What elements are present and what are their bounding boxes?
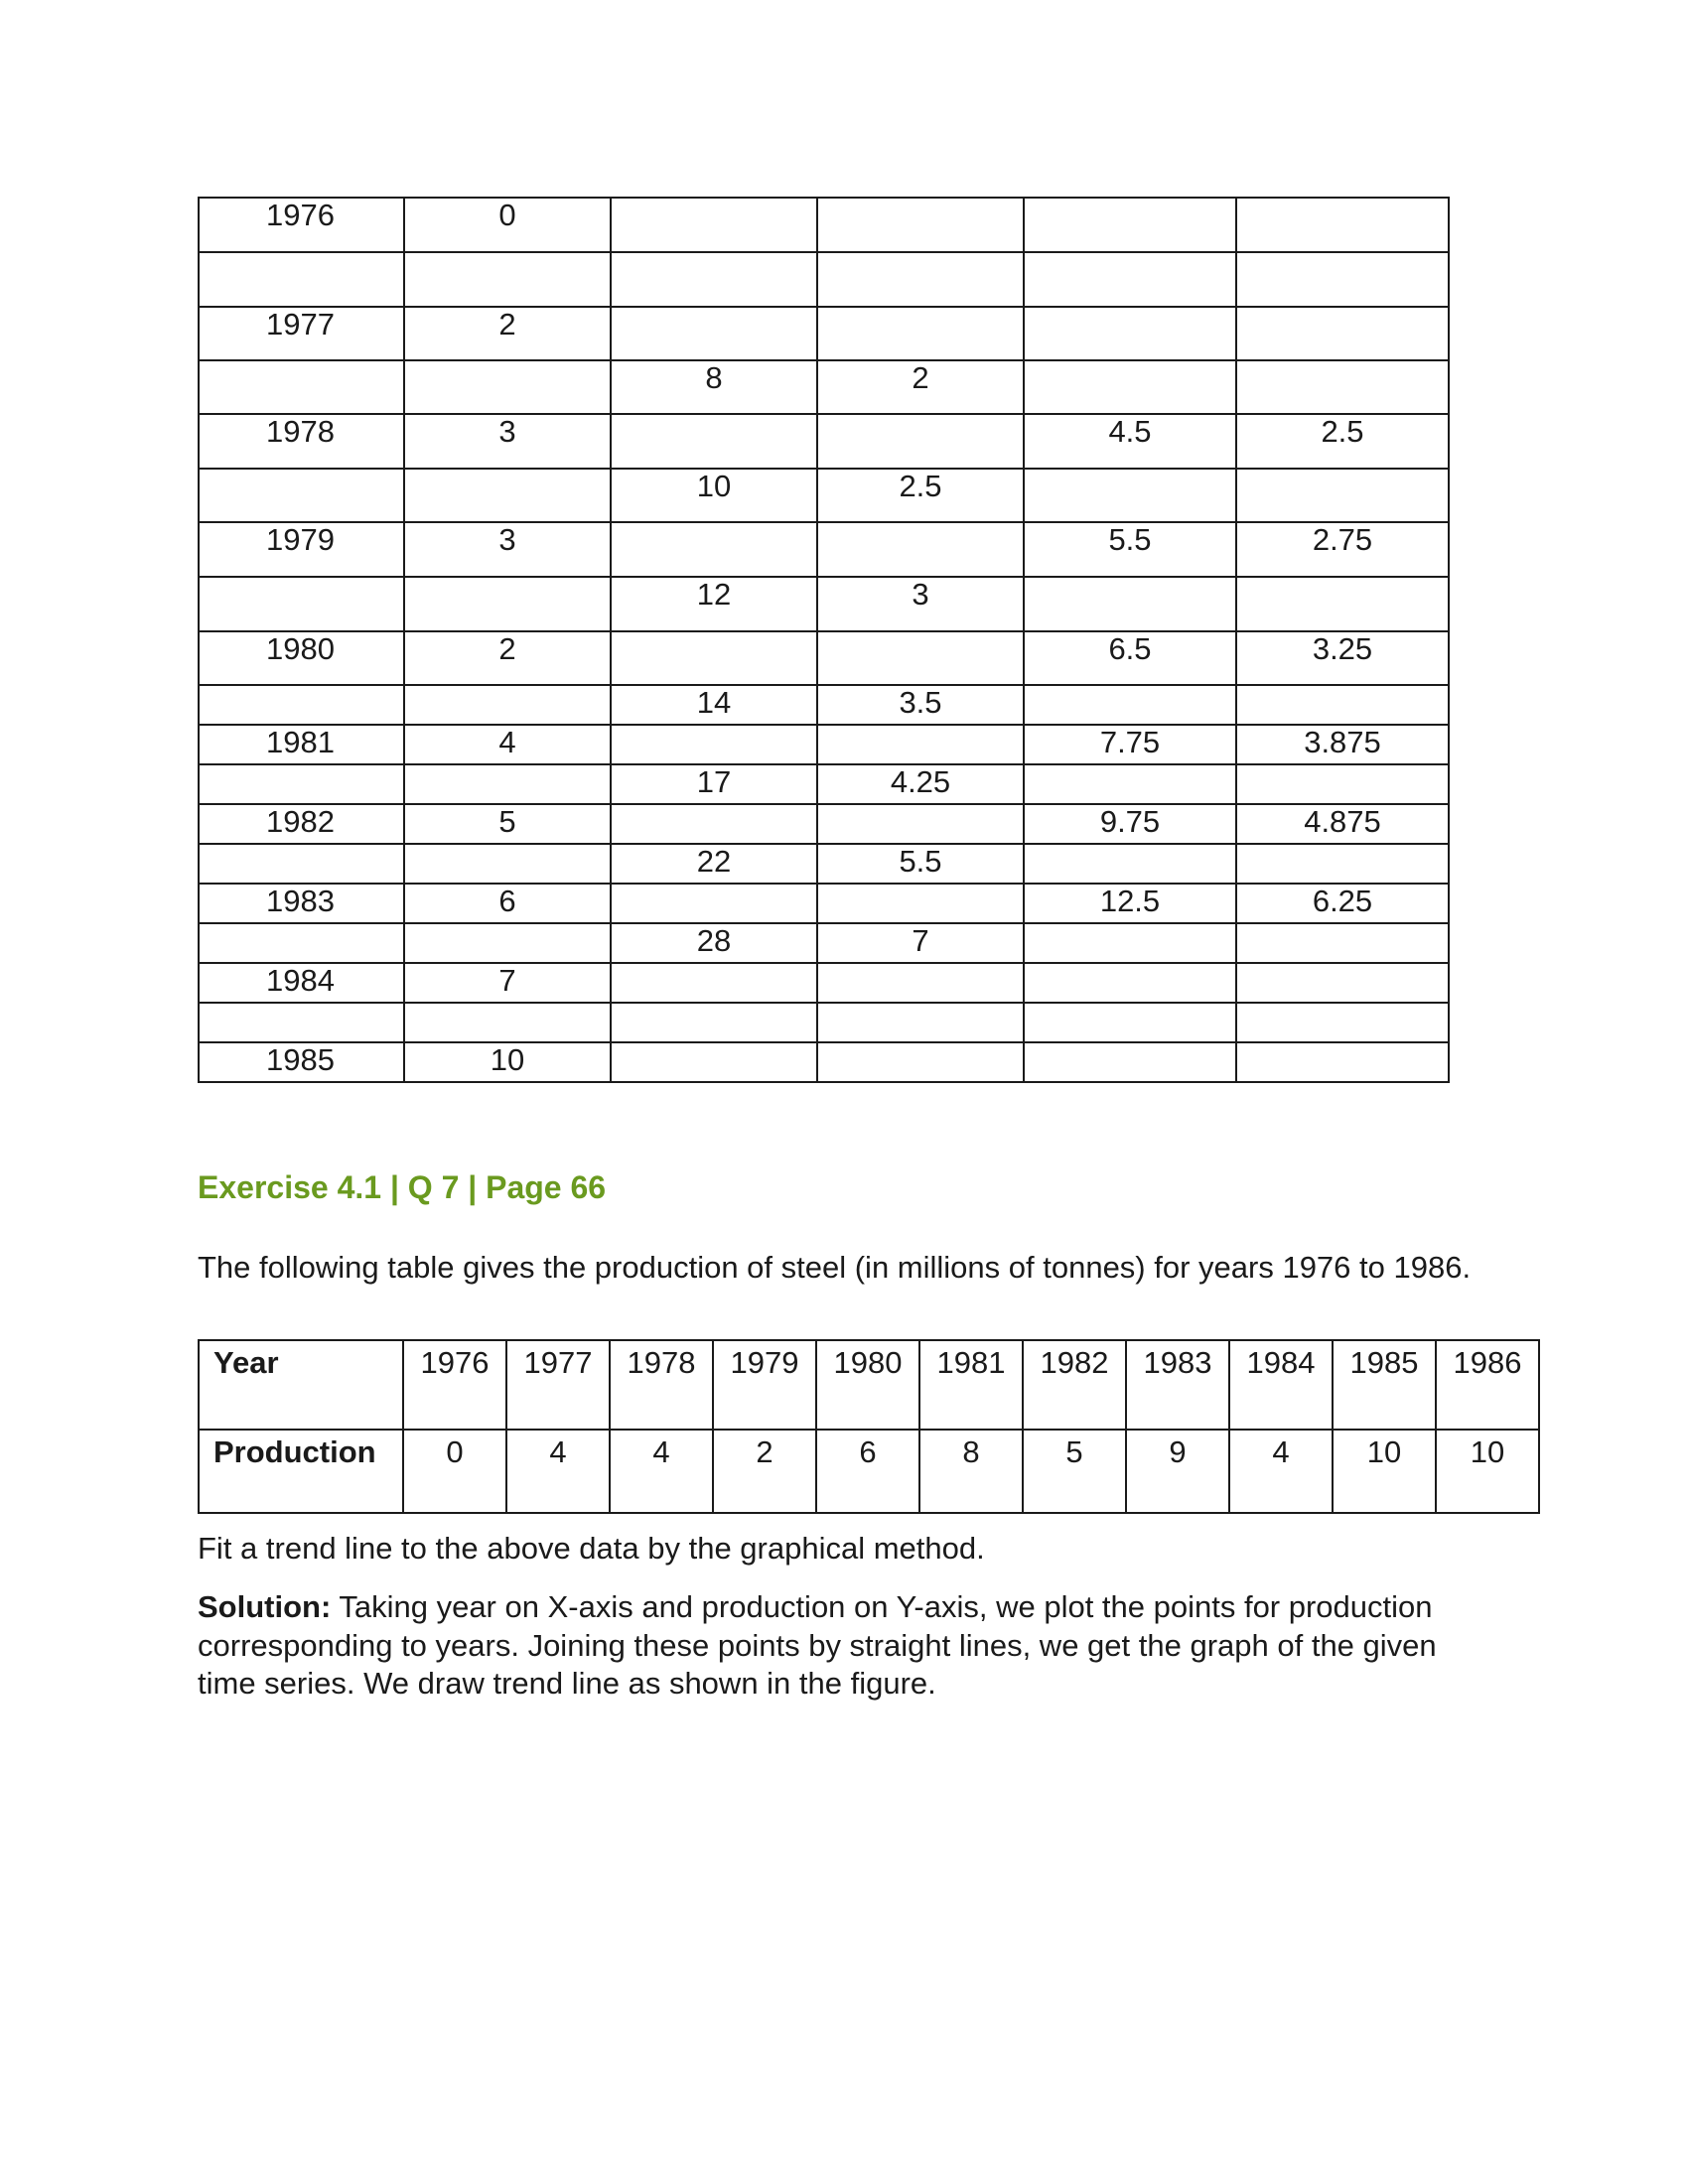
table-cell [199, 844, 404, 884]
table-cell [1236, 1003, 1449, 1042]
table-row [199, 631, 1449, 685]
table-row [199, 804, 1449, 844]
table-cell: 1983 [199, 884, 404, 923]
table-cell [611, 804, 817, 844]
table-cell [199, 1003, 404, 1042]
production-cell: 4 [610, 1430, 713, 1513]
table-cell [611, 631, 817, 685]
table-cell [817, 884, 1024, 923]
table-cell: 1977 [199, 307, 404, 360]
table-cell: 9.75 [1024, 804, 1236, 844]
table-cell [611, 198, 817, 252]
year-cell: 1979 [713, 1340, 816, 1430]
table-cell [404, 469, 611, 522]
table-row [199, 923, 1449, 963]
solution-label: Solution: [198, 1589, 332, 1624]
table-cell: 5.5 [817, 844, 1024, 884]
table-cell: 2.5 [1236, 414, 1449, 469]
table-cell [1236, 252, 1449, 307]
table-cell: 10 [404, 1042, 611, 1082]
table-row [199, 522, 1449, 577]
table-cell: 3 [404, 522, 611, 577]
table-cell [404, 764, 611, 804]
table-cell [611, 884, 817, 923]
table-cell: 4.25 [817, 764, 1024, 804]
table-cell [1024, 963, 1236, 1003]
table-cell [1024, 844, 1236, 884]
table-cell: 1979 [199, 522, 404, 577]
production-cell: 8 [919, 1430, 1023, 1513]
production-cell: 0 [403, 1430, 506, 1513]
table-row [199, 1042, 1449, 1082]
table-cell [817, 963, 1024, 1003]
table-cell: 3.25 [1236, 631, 1449, 685]
table-cell [611, 725, 817, 764]
table-cell: 1980 [199, 631, 404, 685]
table-cell [1236, 685, 1449, 725]
table-cell: 1981 [199, 725, 404, 764]
table-cell [817, 522, 1024, 577]
table-cell [611, 1042, 817, 1082]
table-row [199, 884, 1449, 923]
year-cell: 1980 [816, 1340, 919, 1430]
production-cell: 6 [816, 1430, 919, 1513]
year-cell: 1986 [1436, 1340, 1539, 1430]
table-cell [199, 685, 404, 725]
exercise-heading: Exercise 4.1 | Q 7 | Page 66 [198, 1169, 607, 1205]
table-row [199, 577, 1449, 631]
year-cell: 1978 [610, 1340, 713, 1430]
table-cell: 4 [404, 725, 611, 764]
table-cell [1236, 198, 1449, 252]
table-cell [199, 923, 404, 963]
table-cell: 1978 [199, 414, 404, 469]
table-cell [404, 360, 611, 414]
table-cell [611, 522, 817, 577]
year-cell: 1983 [1126, 1340, 1229, 1430]
table-cell [817, 414, 1024, 469]
table-cell: 17 [611, 764, 817, 804]
table-row [199, 963, 1449, 1003]
production-cell: 4 [506, 1430, 610, 1513]
table-cell [817, 198, 1024, 252]
table-cell: 1982 [199, 804, 404, 844]
table-row [199, 414, 1449, 469]
table-cell [817, 1042, 1024, 1082]
table-cell [1236, 1042, 1449, 1082]
table-cell [199, 577, 404, 631]
table-cell: 2 [404, 307, 611, 360]
year-cell: 1976 [403, 1340, 506, 1430]
table-cell: 6.25 [1236, 884, 1449, 923]
year-cell: 1985 [1333, 1340, 1436, 1430]
table-cell [199, 252, 404, 307]
table-cell: 6 [404, 884, 611, 923]
table-cell: 5 [404, 804, 611, 844]
table-cell: 2.75 [1236, 522, 1449, 577]
table-row [199, 252, 1449, 307]
table-row [199, 844, 1449, 884]
table-row [199, 1003, 1449, 1042]
table-cell [404, 1003, 611, 1042]
solution-paragraph [198, 1588, 1488, 1704]
table-cell [1236, 307, 1449, 360]
table-cell [1024, 685, 1236, 725]
table-cell: 3.875 [1236, 725, 1449, 764]
table-cell [1024, 1003, 1236, 1042]
table-row [199, 725, 1449, 764]
table-cell [1236, 577, 1449, 631]
table-cell [1024, 1042, 1236, 1082]
table-cell [404, 252, 611, 307]
production-cell: 10 [1333, 1430, 1436, 1513]
table-cell: 12.5 [1024, 884, 1236, 923]
table-cell [1024, 252, 1236, 307]
table-cell: 5.5 [1024, 522, 1236, 577]
table-cell [1236, 963, 1449, 1003]
table-cell [199, 764, 404, 804]
table-cell: 1985 [199, 1042, 404, 1082]
table-cell [611, 252, 817, 307]
table-cell [1024, 923, 1236, 963]
table-cell: 8 [611, 360, 817, 414]
table-cell [1236, 844, 1449, 884]
table-cell: 1984 [199, 963, 404, 1003]
table-cell [1024, 307, 1236, 360]
production-header: Production [199, 1430, 403, 1513]
year-cell: 1984 [1229, 1340, 1333, 1430]
table-row [199, 469, 1449, 522]
production-row [199, 1430, 1539, 1513]
table-cell: 22 [611, 844, 817, 884]
table-cell [817, 307, 1024, 360]
table-row [199, 198, 1449, 252]
table-cell: 7.75 [1024, 725, 1236, 764]
table-cell [611, 414, 817, 469]
table-cell [611, 307, 817, 360]
fit-instruction: Fit a trend line to the above data by the graphical method. [198, 1531, 985, 1566]
table-cell [817, 1003, 1024, 1042]
table-cell [199, 360, 404, 414]
year-cell: 1981 [919, 1340, 1023, 1430]
table-cell: 12 [611, 577, 817, 631]
table-cell [611, 963, 817, 1003]
production-cell: 9 [1126, 1430, 1229, 1513]
table-cell: 1976 [199, 198, 404, 252]
moving-average-table [198, 197, 1450, 1083]
table-cell [404, 685, 611, 725]
production-cell: 5 [1023, 1430, 1126, 1513]
table-cell: 4.875 [1236, 804, 1449, 844]
table-cell [199, 469, 404, 522]
table-cell: 10 [611, 469, 817, 522]
solution-body: Taking year on X-axis and production on Y-axis, we plot the points for production corresponding to years. Joining these points by straight lines, we get the graph of the given time series. We draw trend line as shown in the figure. [198, 1589, 1437, 1701]
year-row [199, 1340, 1539, 1430]
table-row [199, 307, 1449, 360]
year-header: Year [199, 1340, 403, 1430]
table-cell [1024, 198, 1236, 252]
production-cell: 4 [1229, 1430, 1333, 1513]
table-cell: 2 [817, 360, 1024, 414]
table-cell [1024, 469, 1236, 522]
table-cell [1236, 469, 1449, 522]
table-cell: 4.5 [1024, 414, 1236, 469]
table-row [199, 764, 1449, 804]
table-cell [1236, 360, 1449, 414]
table-cell [1024, 764, 1236, 804]
table-cell [817, 631, 1024, 685]
table-cell [817, 725, 1024, 764]
table-cell [1024, 577, 1236, 631]
production-cell: 2 [713, 1430, 816, 1513]
table-cell [1024, 360, 1236, 414]
table-cell: 14 [611, 685, 817, 725]
table-cell [611, 1003, 817, 1042]
production-cell: 10 [1436, 1430, 1539, 1513]
table-cell [1236, 764, 1449, 804]
table-cell: 7 [404, 963, 611, 1003]
table-row [199, 360, 1449, 414]
table-cell: 7 [817, 923, 1024, 963]
table-cell: 2.5 [817, 469, 1024, 522]
year-cell: 1982 [1023, 1340, 1126, 1430]
table-cell [404, 923, 611, 963]
question-text: The following table gives the production of steel (in millions of tonnes) for years 1976 to 1986. [198, 1250, 1472, 1285]
table-cell: 3 [404, 414, 611, 469]
table-cell: 3.5 [817, 685, 1024, 725]
table-cell [404, 577, 611, 631]
table-cell: 6.5 [1024, 631, 1236, 685]
table-cell [817, 252, 1024, 307]
table-cell: 0 [404, 198, 611, 252]
table-cell: 3 [817, 577, 1024, 631]
steel-production-table [198, 1339, 1540, 1514]
table-cell [404, 844, 611, 884]
table-cell [817, 804, 1024, 844]
year-cell: 1977 [506, 1340, 610, 1430]
table-cell: 28 [611, 923, 817, 963]
table-cell [1236, 923, 1449, 963]
table-row [199, 685, 1449, 725]
table-cell: 2 [404, 631, 611, 685]
